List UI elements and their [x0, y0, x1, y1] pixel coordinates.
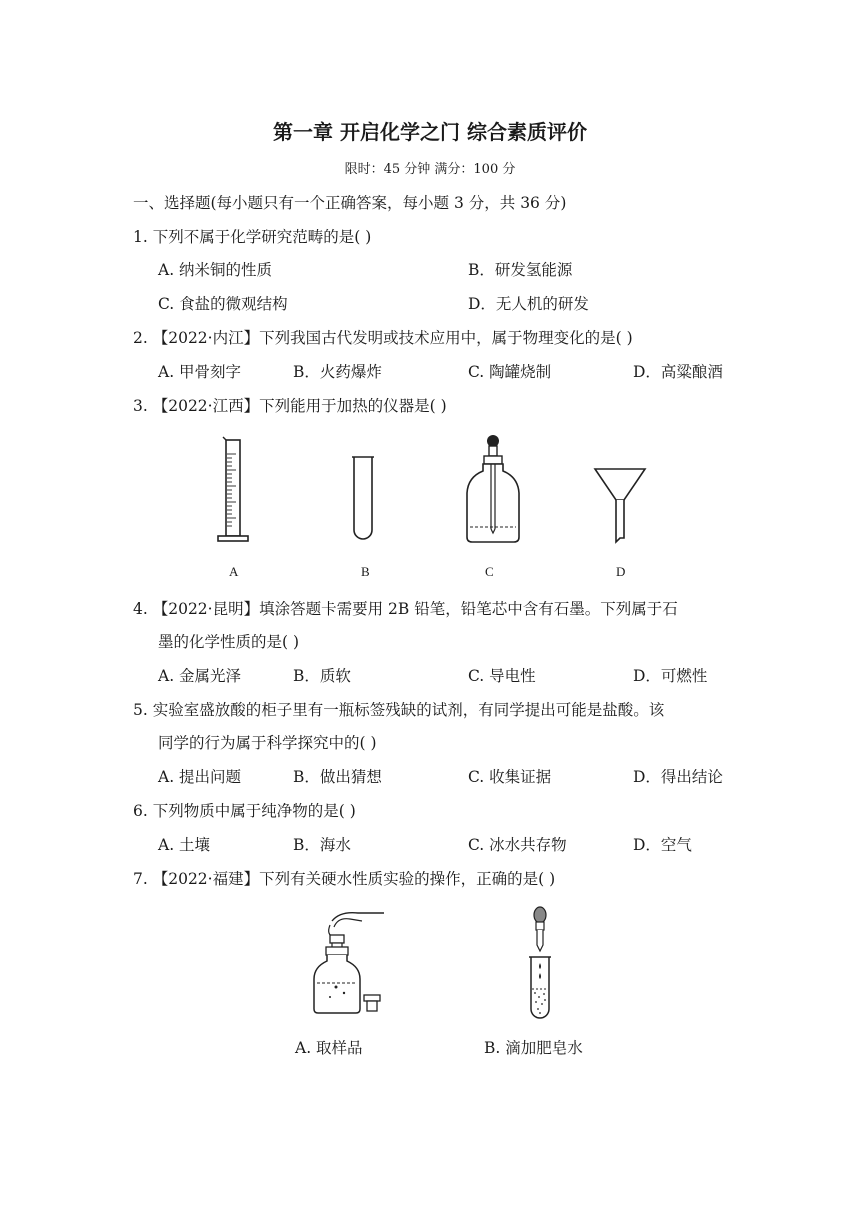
- question-3-stem: 3. 【2022·江西】下列能用于加热的仪器是( ): [133, 397, 447, 415]
- question-2-option-d: D．高粱酿酒: [633, 363, 723, 381]
- question-4-option-a: A. 金属光泽: [158, 667, 242, 685]
- question-4-option-d: D．可燃性: [633, 667, 708, 685]
- question-2-option-a: A. 甲骨刻字: [158, 363, 242, 381]
- figure-label-c: C: [485, 564, 494, 579]
- question-6-option-d: D．空气: [633, 836, 692, 854]
- add-soap-water-figure: [524, 905, 556, 1020]
- question-1-option-d: D．无人机的研发: [468, 295, 589, 313]
- question-1-stem: 1. 下列不属于化学研究范畴的是( ): [133, 228, 372, 246]
- question-5-option-c: C. 收集证据: [468, 768, 552, 786]
- question-5-stem-line1: 5. 实验室盛放酸的柜子里有一瓶标签残缺的试剂，有同学提出可能是盐酸。该: [133, 701, 665, 719]
- figure-caption-b: B. 滴加肥皂水: [484, 1039, 583, 1057]
- question-7-stem: 7. 【2022·福建】下列有关硬水性质实验的操作，正确的是( ): [133, 870, 556, 888]
- question-4-option-b: B．质软: [293, 667, 351, 685]
- figure-label-a: A: [229, 564, 239, 579]
- dropper-bottle-figure: [462, 433, 524, 548]
- question-4-stem-line2: 墨的化学性质的是( ): [158, 633, 300, 651]
- question-6-option-c: C. 冰水共存物: [468, 836, 567, 854]
- time-score-info: 限时：45 分钟 满分：100 分: [344, 162, 516, 177]
- question-1-option-b: B．研发氢能源: [468, 261, 573, 279]
- question-5-option-b: B．做出猜想: [293, 768, 382, 786]
- figure-label-b: B: [361, 564, 370, 579]
- question-4-stem-line1: 4. 【2022·昆明】填涂答题卡需要用 2B 铅笔，铅笔芯中含有石墨。下列属于石: [133, 600, 678, 618]
- question-2-option-b: B．火药爆炸: [293, 363, 382, 381]
- figure-label-d: D: [616, 564, 626, 579]
- question-2-stem: 2. 【2022·内江】下列我国古代发明或技术应用中，属于物理变化的是( ): [133, 329, 633, 347]
- test-tube-figure: [350, 455, 380, 545]
- question-5-option-a: A. 提出问题: [158, 768, 242, 786]
- sampling-figure: [304, 905, 394, 1017]
- question-6-option-b: B．海水: [293, 836, 351, 854]
- question-1-option-a: A. 纳米铜的性质: [158, 261, 273, 279]
- figure-caption-a: A. 取样品: [295, 1039, 363, 1057]
- page-title: 第一章 开启化学之门 综合素质评价: [273, 120, 587, 144]
- question-4-option-c: C. 导电性: [468, 667, 536, 685]
- question-5-option-d: D．得出结论: [633, 768, 723, 786]
- funnel-figure: [592, 466, 648, 546]
- question-6-stem: 6. 下列物质中属于纯净物的是( ): [133, 802, 356, 820]
- graduated-cylinder-figure: [214, 436, 254, 546]
- question-2-option-c: C. 陶罐烧制: [468, 363, 552, 381]
- question-6-option-a: A. 土壤: [158, 836, 211, 854]
- section-heading: 一、选择题(每小题只有一个正确答案，每小题 3 分，共 36 分): [133, 194, 567, 212]
- question-1-option-c: C. 食盐的微观结构: [158, 295, 288, 313]
- question-5-stem-line2: 同学的行为属于科学探究中的( ): [158, 734, 377, 752]
